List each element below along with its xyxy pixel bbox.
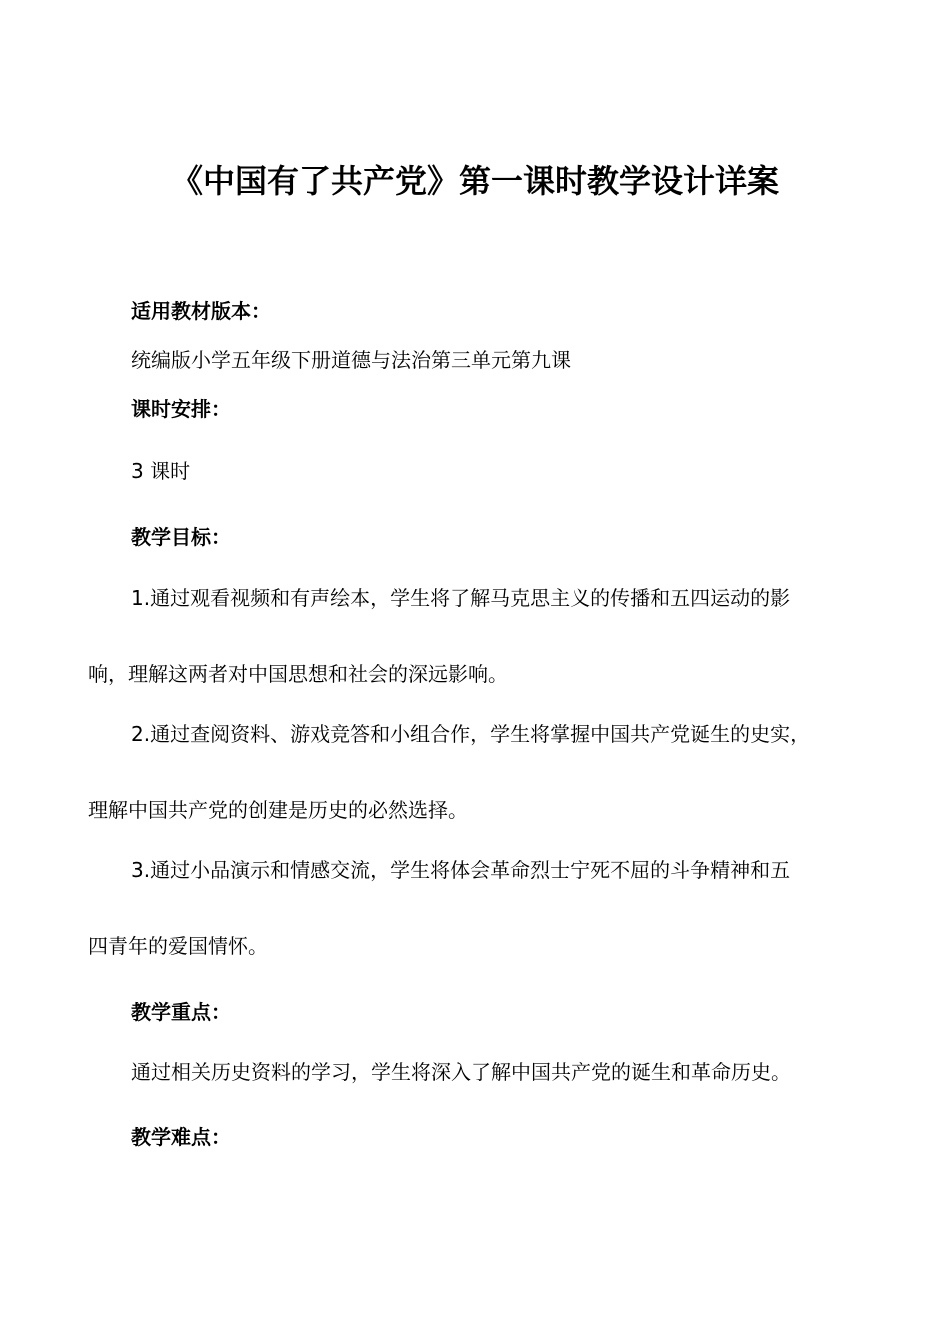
objective-3-line-2: 四青年的爱国情怀。 [88,934,268,958]
objectives-label: 教学目标： [131,525,231,549]
difficulties-label: 教学难点： [131,1125,231,1149]
schedule-value: 3 课时 [131,459,191,483]
document-title: 《中国有了共产党》第一课时教学设计详案 [170,162,779,200]
key-points-value: 通过相关历史资料的学习，学生将深入了解中国共产党的诞生和革命历史。 [131,1060,791,1084]
objective-1-line-2: 响，理解这两者对中国思想和社会的深远影响。 [88,662,508,686]
textbook-label: 适用教材版本： [131,299,271,323]
objective-1-line-1: 1.通过观看视频和有声绘本，学生将了解马克思主义的传播和五四运动的影 [131,586,791,610]
objective-3-line-1: 3.通过小品演示和情感交流，学生将体会革命烈士宁死不屈的斗争精神和五 [131,858,791,882]
objective-2-line-2: 理解中国共产党的创建是历史的必然选择。 [88,798,468,822]
objective-2-line-1: 2.通过查阅资料、游戏竞答和小组合作，学生将掌握中国共产党诞生的史实， [131,722,811,746]
textbook-value: 统编版小学五年级下册道德与法治第三单元第九课 [131,348,571,372]
key-points-label: 教学重点： [131,1000,231,1024]
schedule-label: 课时安排： [131,397,231,421]
